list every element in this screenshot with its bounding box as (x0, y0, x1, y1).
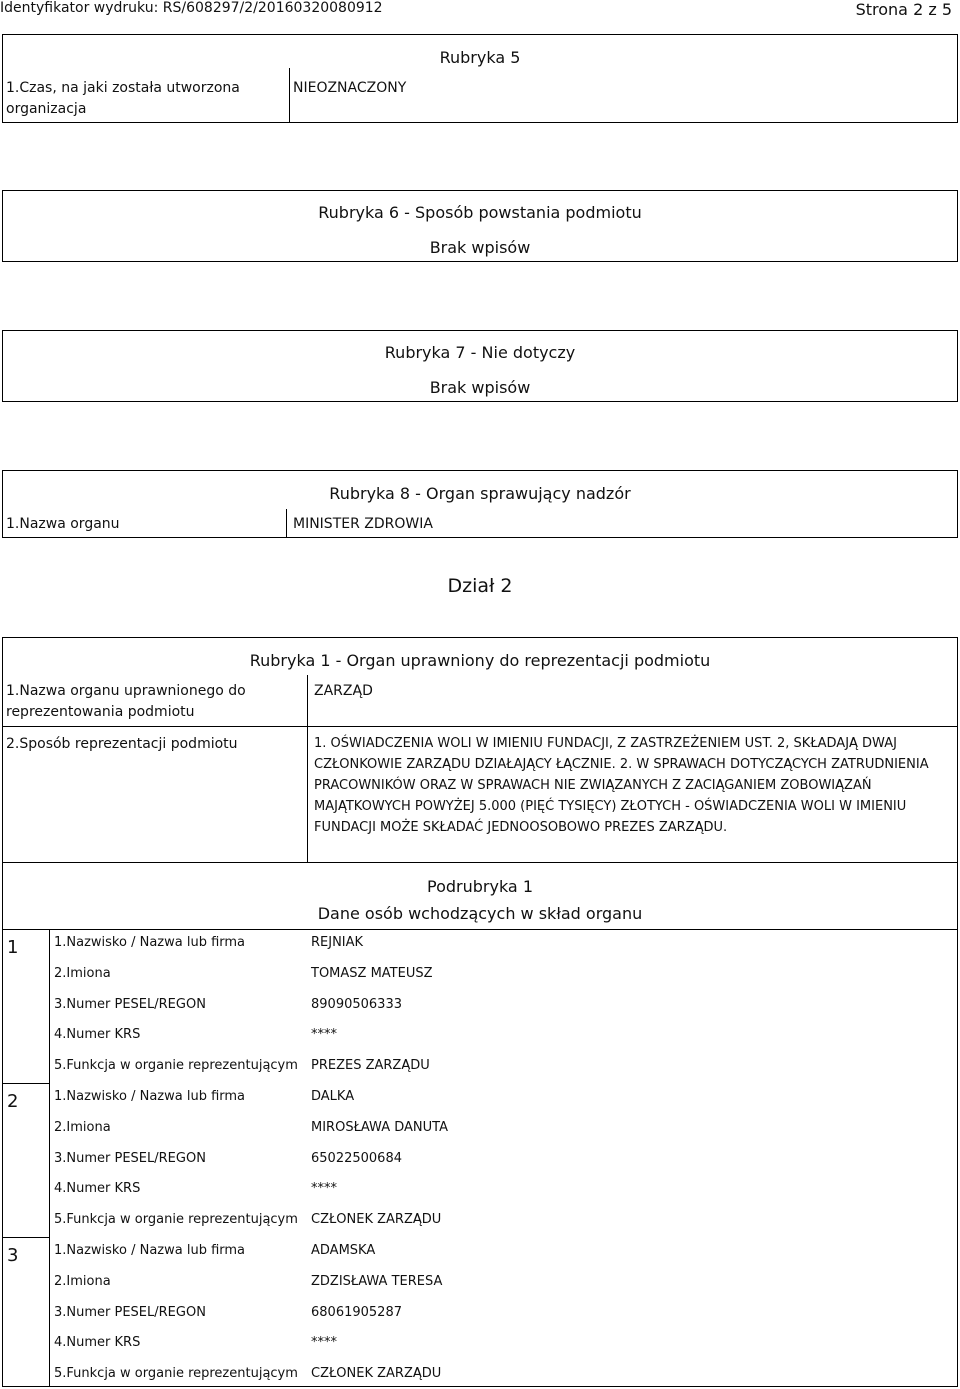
rubryka-5-label: 1.Czas, na jaki została utworzona organizacja (6, 80, 240, 117)
person-label-krs: 4.Numer KRS (54, 1335, 141, 1351)
person-value-krs: **** (311, 1335, 337, 1351)
rubryka-6-value: Brak wpisów (429, 238, 531, 257)
person-value-func: CZŁONEK ZARZĄDU (311, 1366, 442, 1382)
dzial-title: Dział 2 (447, 575, 513, 597)
rubryka-8-label: 1.Nazwa organu (6, 516, 120, 532)
rubryka-1-value-2: 1. OŚWIADCZENIA WOLI W IMIENIU FUNDACJI, Z ZASTRZEŻENIEM UST. 2, SKŁADAJĄ DWAJ CZŁONKOWIE ZARZĄDU DZIAŁAJĄCY ŁĄCZNIE. 2. W SPRAWACH DOTYCZĄCYCH ZATRUDNIENIA PRACOWNIKÓW ORAZ W SPRAWACH NIE ZWIĄZANYCH Z ZACIĄGANIEM ZOBOWIĄZAŃ MAJĄTKOWYCH POWYŻEJ 5.000 (PIĘĆ TYSIĘCY) ZŁOTYCH - OŚWIADCZENIA WOLI W IMIENIU FUNDACJI MOŻE SKŁADAĆ JEDNOOSOBOWO PREZES ZARZĄDU. (314, 736, 929, 835)
person-label-krs: 4.Numer KRS (54, 1027, 141, 1043)
person-value-func: PREZES ZARZĄDU (311, 1058, 430, 1074)
person-value-func: CZŁONEK ZARZĄDU (311, 1212, 442, 1228)
rubryka-1-value-1: ZARZĄD (314, 683, 373, 699)
rubryka-5-value: NIEOZNACZONY (293, 80, 407, 96)
rubryka-1 (2, 637, 958, 863)
person-label-func: 5.Funkcja w organie reprezentującym (54, 1366, 298, 1382)
person-label-first: 2.Imiona (54, 1119, 111, 1135)
rubryka-7-value: Brak wpisów (429, 378, 531, 397)
person-label-func: 5.Funkcja w organie reprezentującym (54, 1058, 298, 1074)
rubryka-7-title: Rubryka 7 - Nie dotyczy (384, 343, 576, 362)
rubryka-8-value: MINISTER ZDROWIA (293, 516, 433, 532)
person-label-name: 1.Nazwisko / Nazwa lub firma (54, 1243, 246, 1258)
rubryka-5 (2, 34, 958, 123)
rubryka-1-label-1: 1.Nazwa organu uprawnionego do reprezentowania podmiotu (6, 683, 246, 720)
rubryka-8 (2, 470, 958, 538)
person-value-name: REJNIAK (311, 935, 364, 950)
person-value-pesel: 68061905287 (311, 1304, 402, 1320)
podrubryka-title: Podrubryka 1 (427, 877, 533, 896)
page-number: Strona 2 z 5 (855, 0, 952, 19)
rubryka-8-title: Rubryka 8 - Organ sprawujący nadzór (329, 484, 631, 503)
rubryka-1-label-2: 2.Sposób reprezentacji podmiotu (6, 736, 238, 752)
person-number: 2 (7, 1091, 19, 1112)
person-label-name: 1.Nazwisko / Nazwa lub firma (54, 935, 246, 950)
rubryka-6 (2, 190, 958, 262)
person-label-krs: 4.Numer KRS (54, 1181, 141, 1197)
person-value-name: ADAMSKA (311, 1243, 376, 1258)
person-value-name: DALKA (311, 1089, 355, 1104)
rubryka-7 (2, 330, 958, 402)
print-identifier: Identyfikator wydruku: RS/608297/2/20160320080912 (0, 0, 383, 16)
rubryka-1-title: Rubryka 1 - Organ uprawniony do reprezentacji podmiotu (249, 651, 711, 670)
person-label-name: 1.Nazwisko / Nazwa lub firma (54, 1089, 246, 1104)
person-number: 1 (7, 937, 19, 958)
rubryka-6-title: Rubryka 6 - Sposób powstania podmiotu (318, 203, 642, 222)
person-label-pesel: 3.Numer PESEL/REGON (54, 996, 206, 1012)
person-value-pesel: 65022500684 (311, 1150, 402, 1166)
person-label-first: 2.Imiona (54, 965, 111, 981)
person-value-first: ZDZISŁAWA TERESA (311, 1273, 443, 1289)
person-value-pesel: 89090506333 (311, 996, 402, 1012)
person-value-krs: **** (311, 1181, 337, 1197)
person-label-pesel: 3.Numer PESEL/REGON (54, 1150, 206, 1166)
person-number: 3 (7, 1245, 19, 1266)
person-value-first: TOMASZ MATEUSZ (311, 965, 433, 981)
podrubryka-subtitle: Dane osób wchodzących w skład organu (317, 904, 643, 923)
print-header (0, 0, 960, 18)
rubryka-5-title: Rubryka 5 (439, 48, 521, 67)
person-value-first: MIROSŁAWA DANUTA (311, 1119, 448, 1135)
person-label-pesel: 3.Numer PESEL/REGON (54, 1304, 206, 1320)
person-label-func: 5.Funkcja w organie reprezentującym (54, 1212, 298, 1228)
person-label-first: 2.Imiona (54, 1273, 111, 1289)
person-value-krs: **** (311, 1027, 337, 1043)
